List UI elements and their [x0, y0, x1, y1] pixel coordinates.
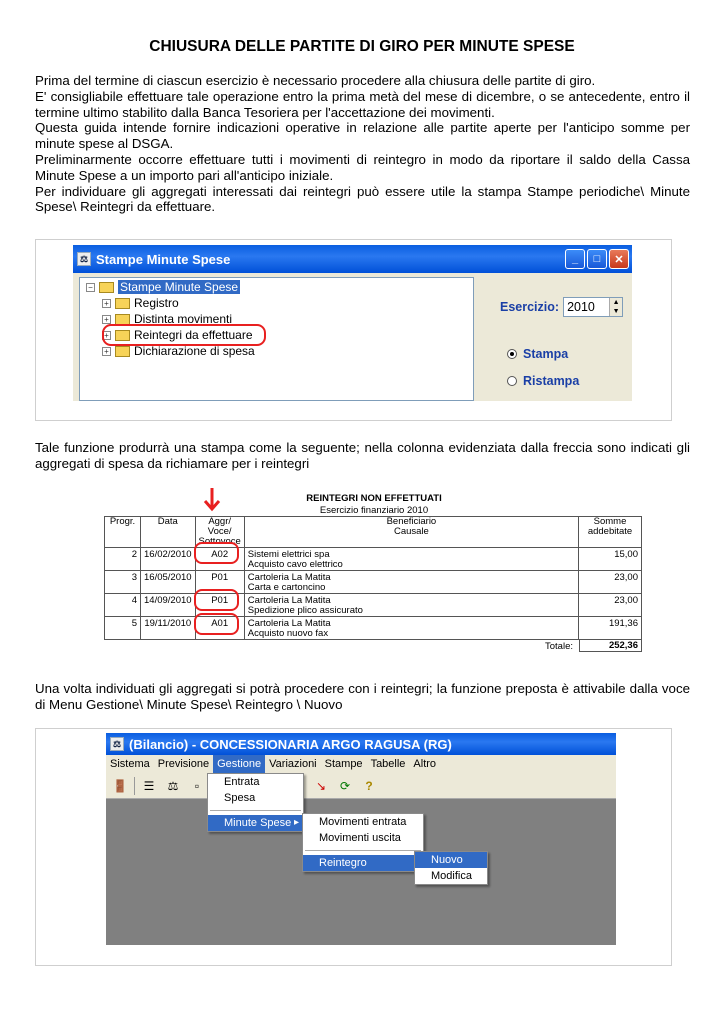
menu-gestione[interactable]: Gestione	[213, 755, 265, 773]
col-data: Data	[141, 517, 196, 548]
intro-paragraphs	[35, 73, 690, 215]
app-icon: ⚖	[110, 737, 124, 751]
toolbar-icon[interactable]: ▫	[194, 778, 200, 793]
expand-icon[interactable]: +	[102, 331, 111, 340]
radio-ristampa-label: Ristampa	[523, 374, 580, 388]
cell-benef-name: Cartoleria La Matita	[247, 595, 331, 606]
menu-item-entrata[interactable]: Entrata	[224, 776, 260, 788]
maximize-button[interactable]: □	[587, 249, 607, 269]
gestione-dropdown	[207, 773, 304, 832]
window-controls	[565, 249, 629, 269]
menu-item-reintegro[interactable]	[303, 855, 423, 871]
report-reintegri	[104, 490, 644, 652]
argo-bilancio-window	[106, 733, 616, 945]
tree-item-registro[interactable]	[102, 295, 179, 311]
expand-icon[interactable]: +	[102, 299, 111, 308]
col-somme-line1: Somme	[593, 516, 627, 527]
cell-aggr: P01	[195, 571, 244, 594]
cell-aggr: P01	[195, 594, 244, 617]
red-arrow-icon[interactable]: ↘	[315, 778, 327, 793]
cell-causale: Acquisto nuovo fax	[247, 628, 329, 639]
cell-aggr: A01	[195, 617, 244, 640]
radio-checked-icon[interactable]	[507, 349, 517, 359]
esercizio-spinner[interactable]	[563, 297, 623, 317]
menu-variazioni[interactable]: Variazioni	[269, 758, 317, 770]
folder-open-icon	[99, 282, 114, 293]
cell-benef-name: Cartoleria La Matita	[247, 572, 331, 583]
intro-line-4: Preliminarmente occorre effettuare tutti i movimenti di reintegro in modo da riportare il saldo della Cassa Minute Spese a un importo pari all'anticipo iniziale.	[35, 151, 690, 183]
report-tree	[79, 277, 474, 401]
tree-item-label: Registro	[134, 296, 179, 310]
menu-item-movimenti-uscita[interactable]: Movimenti uscita	[319, 832, 401, 844]
radio-stampa[interactable]	[507, 347, 568, 361]
cell-progr: 3	[105, 571, 141, 594]
cell-somma: 23,00	[579, 594, 642, 617]
cell-beneficiario	[244, 617, 578, 640]
col-benef-line2: Causale	[393, 526, 429, 537]
cell-beneficiario	[244, 548, 578, 571]
window-titlebar[interactable]	[106, 733, 616, 755]
tree-item-label: Dichiarazione di spesa	[134, 344, 255, 358]
radio-stampa-label: Stampa	[523, 347, 569, 361]
window-title: Stampe Minute Spese	[96, 251, 231, 267]
col-aggr-line2: Voce/	[207, 526, 232, 537]
cell-data: 16/02/2010	[141, 548, 196, 571]
minute-spese-submenu	[302, 813, 424, 872]
menu-item-modifica[interactable]: Modifica	[431, 870, 472, 882]
intro-line-3: Questa guida intende fornire indicazioni operative in relazione alle partite aperte per l'anticipo somme per minute spese al DSGA.	[35, 120, 690, 152]
toolbar	[106, 773, 616, 799]
col-somme-line2: addebitate	[587, 526, 633, 537]
cell-data: 19/11/2010	[141, 617, 196, 640]
cell-beneficiario	[244, 594, 578, 617]
col-aggr-line1: Aggr/	[208, 516, 232, 527]
refresh-icon[interactable]: ⟳	[339, 778, 351, 793]
menubar	[106, 755, 616, 773]
paragraph-menu-intro: Una volta individuati gli aggregati si potrà procedere con i reintegri; la funzione preposta è attivabile dalla voce di Menu Gestione\ Minute Spese\ Reintegro \ Nuovo	[35, 681, 690, 712]
highlight-reintegri	[102, 324, 266, 346]
cell-somma: 23,00	[579, 571, 642, 594]
menu-sistema[interactable]: Sistema	[110, 758, 150, 770]
tree-item-label: Reintegri da effettuare	[134, 328, 253, 342]
col-benef-line1: Beneficiario	[386, 516, 437, 527]
cell-somma: 191,36	[579, 617, 642, 640]
cell-causale: Acquisto cavo elettrico	[247, 559, 343, 570]
folder-icon	[115, 346, 130, 357]
esercizio-value[interactable]: 2010	[567, 300, 595, 314]
menu-separator	[305, 850, 421, 851]
close-button[interactable]: ✕	[609, 249, 629, 269]
window-titlebar[interactable]	[73, 245, 632, 273]
tree-root-label: Stampe Minute Spese	[120, 280, 239, 294]
expand-icon[interactable]: +	[102, 315, 111, 324]
minimize-button[interactable]: _	[565, 249, 585, 269]
cell-data: 16/05/2010	[141, 571, 196, 594]
window-title: (Bilancio) - CONCESSIONARIA ARGO RAGUSA (RG)	[129, 736, 452, 752]
totale-value: 252,36	[579, 639, 642, 652]
totale-label: Totale:	[545, 641, 573, 652]
menu-item-reintegro-label: Reintegro	[319, 857, 367, 869]
exit-door-icon[interactable]: 🚪	[112, 778, 128, 793]
table-header-row	[105, 517, 642, 548]
app-icon: ⚖	[77, 252, 91, 266]
menu-item-spesa[interactable]: Spesa	[224, 792, 256, 804]
col-aggr-line3: Sottovoce	[198, 536, 241, 547]
esercizio-control	[500, 297, 623, 317]
toolbar-separator	[134, 777, 135, 795]
cell-causale: Spedizione plico assicurato	[247, 605, 363, 616]
highlight-aggr-row1	[194, 542, 239, 564]
reintegro-submenu	[414, 851, 488, 885]
menu-tabelle[interactable]: Tabelle	[370, 758, 406, 770]
stampe-minute-spese-window	[73, 245, 632, 401]
intro-line-1: Prima del termine di ciascun esercizio è necessario procedere alla chiusura delle partite di giro.	[35, 73, 596, 88]
list-icon[interactable]: ☰	[143, 778, 155, 793]
col-progr: Progr.	[105, 517, 141, 548]
cell-benef-name: Cartoleria La Matita	[247, 618, 331, 629]
col-somme	[579, 517, 642, 548]
cell-benef-name: Sistemi elettrici spa	[247, 549, 330, 560]
menu-item-movimenti-entrata[interactable]: Movimenti entrata	[319, 816, 407, 828]
expand-icon[interactable]: +	[102, 347, 111, 356]
intro-line-5: Per individuare gli aggregati interessati dai reintegri può essere utile la stampa Stampe periodiche\ Minute Spese\ Reintegri da effettuare.	[35, 183, 690, 215]
folder-icon	[115, 298, 130, 309]
tree-root[interactable]	[86, 279, 240, 295]
menu-separator	[210, 810, 301, 811]
cell-data: 14/09/2010	[141, 594, 196, 617]
report-title: REINTEGRI NON EFFETTUATI	[306, 493, 442, 504]
table-row	[105, 548, 642, 571]
radio-unchecked-icon[interactable]	[507, 376, 517, 386]
cell-causale: Carta e cartoncino	[247, 582, 326, 593]
cell-aggr: A02	[195, 548, 244, 571]
highlight-aggr-row4	[194, 613, 239, 635]
report-table	[104, 516, 642, 640]
radio-ristampa[interactable]	[507, 374, 579, 388]
collapse-icon[interactable]: −	[86, 283, 95, 292]
menu-item-nuovo[interactable]: Nuovo	[415, 852, 487, 868]
folder-icon	[115, 314, 130, 325]
menu-previsione[interactable]: Previsione	[157, 758, 210, 770]
document-title: CHIUSURA DELLE PARTITE DI GIRO PER MINUTE SPESE	[149, 38, 575, 55]
cell-somma: 15,00	[579, 548, 642, 571]
highlight-aggr-row3	[194, 589, 239, 611]
table-row	[105, 571, 642, 594]
menu-stampe[interactable]: Stampe	[324, 758, 363, 770]
report-subtitle: Esercizio finanziario 2010	[319, 505, 429, 516]
balance-icon[interactable]: ⚖	[167, 778, 179, 793]
table-row	[105, 617, 642, 640]
intro-line-2: E' consigliabile effettuare tale operazione entro la prima metà del mese di dicembre, o se antecedente, entro il termine ultimo stabilito dalla Banca Tesoriera per l'accettazione dei movimenti.	[35, 88, 690, 120]
menu-altro[interactable]: Altro	[413, 758, 437, 770]
cell-progr: 2	[105, 548, 141, 571]
table-row	[105, 594, 642, 617]
tree-item-label: Distinta movimenti	[134, 312, 233, 326]
paragraph-report-intro: Tale funzione produrrà una stampa come la seguente; nella colonna evidenziata dalla freccia sono indicati gli aggregati di spesa da richiamare per i reintegri	[35, 440, 690, 471]
col-beneficiario	[244, 517, 578, 548]
cell-beneficiario	[244, 571, 578, 594]
esercizio-label: Esercizio:	[500, 300, 560, 314]
menu-item-minute-spese[interactable]: Minute Spese ▸	[208, 815, 303, 831]
cell-progr: 4	[105, 594, 141, 617]
help-icon[interactable]: ?	[365, 778, 373, 793]
spin-arrows-icon[interactable]: ▲ ▼	[609, 298, 622, 316]
cell-progr: 5	[105, 617, 141, 640]
